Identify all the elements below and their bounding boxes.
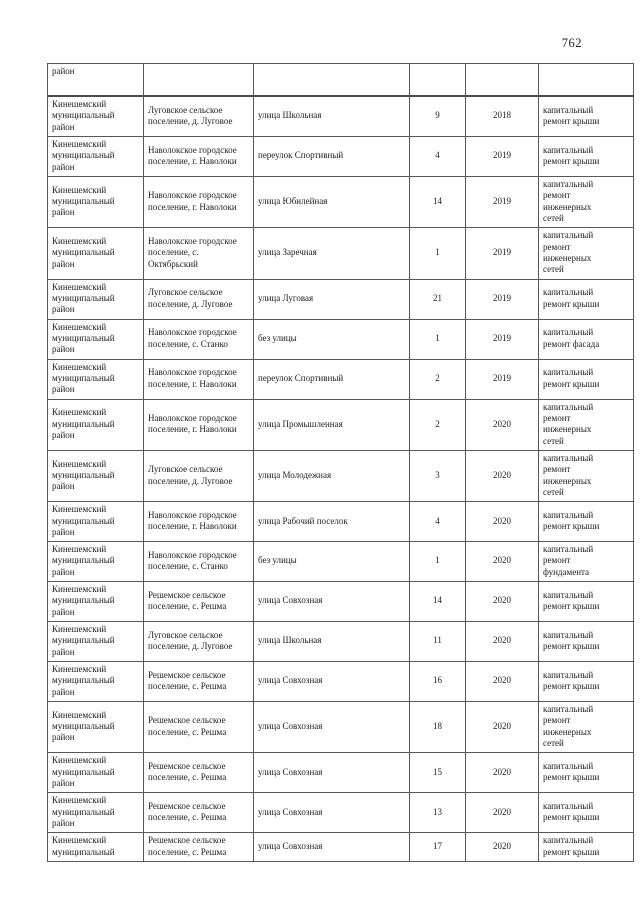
cell-district: Кинешемский муниципальный район (48, 359, 144, 399)
cell-repair-type: капитальный ремонт крыши (539, 793, 634, 833)
cell-district: Кинешемский муниципальный район (48, 136, 144, 176)
cell-settlement: Луговское сельское поселение, д. Луговое (144, 96, 254, 136)
cell-settlement: Наволокское городское поселение, г. Наволоки (144, 136, 254, 176)
cell-year: 2019 (466, 176, 539, 227)
table-row (48, 833, 634, 862)
cell-street: переулок Спортивный (254, 136, 410, 176)
cell-house-number: 1 (410, 228, 466, 279)
cell-year: 2020 (466, 582, 539, 622)
cell-district: Кинешемский муниципальный район (48, 622, 144, 662)
table-row (48, 136, 634, 176)
cell-settlement: Луговское сельское поселение, д. Луговое (144, 622, 254, 662)
cell-work-empty (539, 64, 634, 97)
table-row (48, 176, 634, 227)
table-row (48, 753, 634, 793)
cell-repair-type: капитальный ремонт инженерных сетей (539, 450, 634, 501)
carryover-row (48, 64, 634, 97)
cell-district: Кинешемский муниципальный район (48, 502, 144, 542)
cell-house-number: 14 (410, 176, 466, 227)
cell-street: улица Совхозная (254, 662, 410, 702)
cell-repair-type: капитальный ремонт крыши (539, 502, 634, 542)
cell-district: Кинешемский муниципальный район (48, 793, 144, 833)
cell-repair-type: капитальный ремонт инженерных сетей (539, 399, 634, 450)
cell-settlement: Наволокское городское поселение, г. Наволоки (144, 399, 254, 450)
capital-repairs-table (47, 63, 634, 862)
cell-settlement: Наволокское городское поселение, г. Наволоки (144, 502, 254, 542)
repairs-table-body (48, 64, 634, 862)
cell-settlement: Решемское сельское поселение, с. Решма (144, 582, 254, 622)
cell-year: 2020 (466, 502, 539, 542)
page-number: 762 (561, 36, 582, 50)
cell-house-number: 9 (410, 96, 466, 136)
table-row (48, 279, 634, 319)
cell-street: переулок Спортивный (254, 359, 410, 399)
cell-settlement: Наволокское городское поселение, г. Наволоки (144, 359, 254, 399)
cell-year: 2020 (466, 662, 539, 702)
cell-settlement: Решемское сельское поселение, с. Решма (144, 753, 254, 793)
cell-district: Кинешемский муниципальный (48, 833, 144, 862)
cell-house-number: 2 (410, 359, 466, 399)
cell-street: улица Совхозная (254, 753, 410, 793)
table-row (48, 793, 634, 833)
table-row (48, 582, 634, 622)
cell-year: 2019 (466, 279, 539, 319)
cell-street: улица Юбилейная (254, 176, 410, 227)
table-row (48, 542, 634, 582)
cell-street: улица Школьная (254, 96, 410, 136)
cell-house-number: 16 (410, 662, 466, 702)
cell-settlement: Наволокское городское поселение, с. Станко (144, 319, 254, 359)
cell-street: улица Школьная (254, 622, 410, 662)
cell-year: 2020 (466, 753, 539, 793)
table-row (48, 359, 634, 399)
cell-house-number: 17 (410, 833, 466, 862)
cell-repair-type: капитальный ремонт крыши (539, 662, 634, 702)
table-row (48, 228, 634, 279)
cell-house-number: 1 (410, 319, 466, 359)
cell-house-number: 21 (410, 279, 466, 319)
cell-house-number: 13 (410, 793, 466, 833)
cell-street: улица Совхозная (254, 833, 410, 862)
cell-street: улица Промышленная (254, 399, 410, 450)
cell-settlement: Решемское сельское поселение, с. Решма (144, 662, 254, 702)
cell-street: улица Совхозная (254, 793, 410, 833)
cell-year: 2019 (466, 228, 539, 279)
cell-house-number: 4 (410, 136, 466, 176)
cell-house-number: 11 (410, 622, 466, 662)
cell-district: Кинешемский муниципальный район (48, 662, 144, 702)
cell-repair-type: капитальный ремонт крыши (539, 279, 634, 319)
cell-street: улица Заречная (254, 228, 410, 279)
cell-district: Кинешемский муниципальный район (48, 279, 144, 319)
cell-year: 2020 (466, 793, 539, 833)
cell-district: Кинешемский муниципальный район (48, 96, 144, 136)
cell-settlement: Наволокское городское поселение, с. Станко (144, 542, 254, 582)
cell-district: Кинешемский муниципальный район (48, 228, 144, 279)
cell-street: улица Молодежная (254, 450, 410, 501)
cell-year: 2020 (466, 542, 539, 582)
cell-house-number: 3 (410, 450, 466, 501)
cell-house-number: 1 (410, 542, 466, 582)
table-row (48, 399, 634, 450)
cell-house-empty (410, 64, 466, 97)
cell-year: 2020 (466, 622, 539, 662)
table-row (48, 450, 634, 501)
cell-street: улица Луговая (254, 279, 410, 319)
cell-settlement: Решемское сельское поселение, с. Решма (144, 833, 254, 862)
cell-street: без улицы (254, 542, 410, 582)
cell-district: Кинешемский муниципальный район (48, 542, 144, 582)
cell-repair-type: капитальный ремонт крыши (539, 96, 634, 136)
table-row (48, 662, 634, 702)
cell-repair-type: капитальный ремонт фасада (539, 319, 634, 359)
cell-house-number: 14 (410, 582, 466, 622)
cell-settlement: Луговское сельское поселение, д. Луговое (144, 450, 254, 501)
cell-year: 2019 (466, 136, 539, 176)
cell-year: 2019 (466, 319, 539, 359)
cell-street: улица Рабочий поселок (254, 502, 410, 542)
cell-street-empty (254, 64, 410, 97)
cell-district: Кинешемский муниципальный район (48, 450, 144, 501)
cell-settlement: Наволокское городское поселение, с. Октябрьский (144, 228, 254, 279)
table-row (48, 702, 634, 753)
cell-year: 2020 (466, 833, 539, 862)
cell-street: улица Совхозная (254, 702, 410, 753)
cell-repair-type: капитальный ремонт крыши (539, 582, 634, 622)
table-row (48, 319, 634, 359)
cell-repair-type: капитальный ремонт инженерных сетей (539, 176, 634, 227)
cell-repair-type: капитальный ремонт крыши (539, 833, 634, 862)
cell-repair-type: капитальный ремонт крыши (539, 136, 634, 176)
cell-repair-type: капитальный ремонт крыши (539, 359, 634, 399)
cell-district: Кинешемский муниципальный район (48, 399, 144, 450)
cell-street: улица Совхозная (254, 582, 410, 622)
cell-house-number: 2 (410, 399, 466, 450)
cell-year: 2018 (466, 96, 539, 136)
cell-district: Кинешемский муниципальный район (48, 176, 144, 227)
cell-year: 2020 (466, 702, 539, 753)
table-row (48, 96, 634, 136)
cell-district: Кинешемский муниципальный район (48, 753, 144, 793)
cell-repair-type: капитальный ремонт крыши (539, 753, 634, 793)
cell-settlement: Решемское сельское поселение, с. Решма (144, 702, 254, 753)
cell-street: без улицы (254, 319, 410, 359)
cell-repair-type: капитальный ремонт инженерных сетей (539, 702, 634, 753)
cell-year: 2020 (466, 450, 539, 501)
cell-settlement: Луговское сельское поселение, д. Луговое (144, 279, 254, 319)
cell-house-number: 18 (410, 702, 466, 753)
cell-settlement: Решемское сельское поселение, с. Решма (144, 793, 254, 833)
cell-repair-type: капитальный ремонт инженерных сетей (539, 228, 634, 279)
table-row (48, 622, 634, 662)
cell-year: 2020 (466, 399, 539, 450)
cell-house-number: 4 (410, 502, 466, 542)
cell-year: 2019 (466, 359, 539, 399)
cell-district: Кинешемский муниципальный район (48, 582, 144, 622)
cell-settlement: Наволокское городское поселение, г. Наволоки (144, 176, 254, 227)
cell-district: Кинешемский муниципальный район (48, 319, 144, 359)
cell-repair-type: капитальный ремонт фундамента (539, 542, 634, 582)
cell-district-carryover: район (48, 64, 144, 97)
cell-house-number: 15 (410, 753, 466, 793)
cell-settlement-empty (144, 64, 254, 97)
table-row (48, 502, 634, 542)
cell-year-empty (466, 64, 539, 97)
cell-district: Кинешемский муниципальный район (48, 702, 144, 753)
cell-repair-type: капитальный ремонт крыши (539, 622, 634, 662)
